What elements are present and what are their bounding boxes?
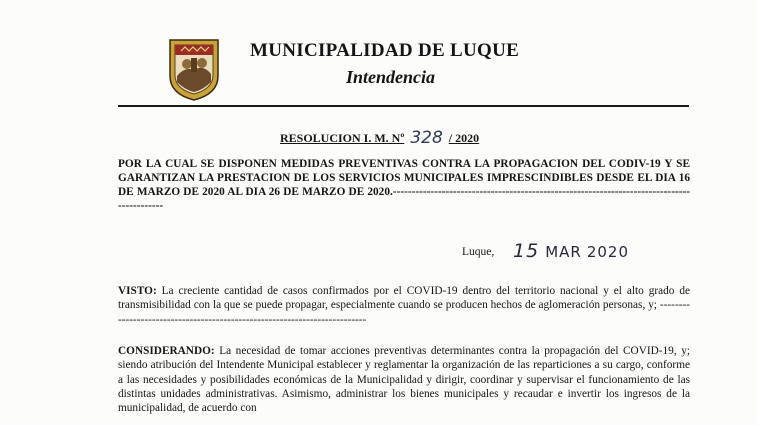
header-divider xyxy=(118,105,689,107)
date-day: 15 xyxy=(513,240,540,262)
visto-text: La creciente cantidad de casos confirmados por el COVID-19 dentro del territorio nacional y el alto grado de transmisibilidad con la que se puede propagar, especialmente cuando se producen hechos de aglomeración personas, y; -------------------------------------------------------------------------- xyxy=(118,285,690,326)
date-year: 2020 xyxy=(586,243,630,261)
office-subtitle: Intendencia xyxy=(346,67,436,87)
institution-title: MUNICIPALIDAD DE LUQUE xyxy=(250,40,520,61)
date-stamp xyxy=(513,240,629,262)
date-month: MAR xyxy=(545,243,582,261)
place-label: Luque, xyxy=(462,246,495,258)
considerando-text: La necesidad de tomar acciones preventivas determinantes contra la propagación del COVID-19, y; siendo atribución del Intendente Municipal establecer y reglamentar la organización de las reparticiones a su cargo, conforme a las necesidades y posibilidades económicas de la Municipalidad y dirigir, coordinar y supervisar el funcionamiento de las distintas unidades administrativas. Asimismo, administrar los bienes municipales y recaudar e invertir los ingresos de la municipalidad, de acuerdo con xyxy=(118,345,690,415)
resolution-line xyxy=(280,127,479,147)
visto-heading: VISTO: xyxy=(118,285,157,297)
visto-paragraph xyxy=(118,284,690,327)
municipal-coat-of-arms-icon xyxy=(167,36,221,102)
considerando-heading: CONSIDERANDO: xyxy=(118,345,215,357)
resolution-year: / 2020 xyxy=(448,131,480,145)
considerando-paragraph xyxy=(118,344,690,415)
resolution-number: 328 xyxy=(410,128,443,148)
resolution-label: RESOLUCION I. M. Nº xyxy=(280,131,405,145)
resolution-purpose: POR LA CUAL SE DISPONEN MEDIDAS PREVENTIVAS CONTRA LA PROPAGACION DEL CODIV-19 Y SE GARANTIZAN LA PRESTACION DE LOS SERVICIOS MUNICIPALES IMPRESCINDIBLES DESDE EL DIA 16 DE MARZO DE 2020 AL DIA 26 DE MARZO DE 2020.------------------------------------------------------------------------------------------- xyxy=(118,158,690,212)
